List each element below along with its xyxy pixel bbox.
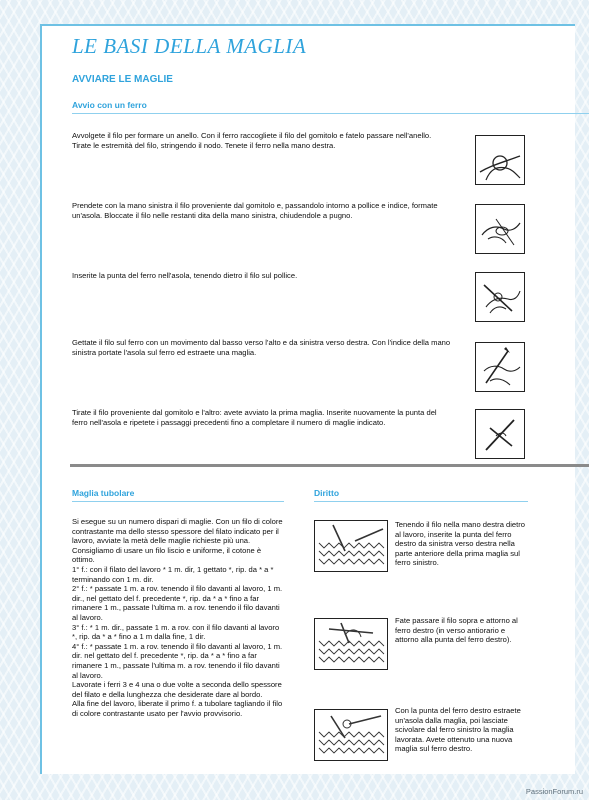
knit-step-text-2: Fate passare il filo sopra e attorno al ferro destro (in verso antiorario e attorno alla punta del ferro destro). (395, 616, 518, 645)
section-divider (70, 464, 589, 467)
page (40, 24, 575, 774)
knit-swatch-icon (314, 618, 388, 670)
knit-swatch-icon (314, 709, 388, 761)
step-text-2: Prendete con la mano sinistra il filo proveniente dal gomitolo e, passandolo intorno a pollice e indice, formate un'asola. Bloccate il filo nelle restanti dita della mano sinistra, chiudendole a pugno. (72, 201, 438, 220)
step-text-4: Gettate il filo sul ferro con un movimento dal basso verso l'alto e da sinistra verso destra. Con l'indice della mano sinistra portate l'asola sul ferro ed estraete una maglia. (72, 338, 451, 357)
tubular-paragraph: 4° f.: * passate 1 m. a rov. tenendo il filo davanti al lavoro, 1 m. dir. nel gettato del f. precedente *, rip. da * a * fino a far rimanere 1 m., passate l'ultima m. a rov. tenendo il filo davanti al lavoro. (72, 641, 283, 680)
tubular-paragraph: Si esegue su un numero dispari di maglie. Con un filo di colore contrastante ma dello stesso spessore del filato indicato per il lavoro, avviate la metà delle maglie richieste più una. Consigliamo di usare un filo liscio e uniforme, il cotone è ottimo. (72, 517, 283, 565)
knit-step-text-1: Tenendo il filo nella mano destra dietro al lavoro, inserite la punta del ferro destro da sinistra verso destra nella parte anteriore della prima maglia sul ferro sinistro. (395, 520, 526, 568)
tubular-paragraph: 2° f.: * passate 1 m. a rov. tenendo il filo davanti al lavoro, 1 m. dir., nel gettato del f. precedente *, rip. da * a * fino a far rimanere 1 m., passate l'ultima m. a rov. tenendo il filo davanti al lavoro. (72, 584, 283, 622)
tubular-paragraph: 1° f.: con il filato del lavoro * 1 m. dir, 1 gettato *, rip. da * a * terminando con 1 m. dir. (72, 564, 274, 584)
crossed-needles-icon (475, 409, 525, 459)
tubular-instructions (72, 517, 284, 718)
hand-loop-icon (475, 204, 525, 254)
step-text-5: Tirate il filo proveniente dal gomitolo e l'altro: avete avviato la prima maglia. Inserite nuovamente la punta del ferro nell'asola e ripetete i passaggi precedenti fino a completare il numero di maglie indicato. (72, 408, 437, 427)
wrap-yarn-icon (475, 342, 525, 392)
yarn-loop-icon (475, 135, 525, 185)
subsection-tubular: Maglia tubolare (72, 488, 284, 502)
tubular-paragraph: Alla fine del lavoro, liberate il primo f. a tubolare tagliando il filo di colore contrastante usato per l'avvio provvisorio. (72, 699, 283, 718)
subsection-cast-on: Avvio con un ferro (72, 100, 589, 114)
tubular-paragraph: 3° f.: * 1 m. dir., passate 1 m. a rov. con il filo davanti al lavoro *, rip. da * a * fino a 1 m dalla fine, 1 dir. (72, 622, 280, 642)
step-text-1: Avvolgete il filo per formare un anello. Con il ferro raccogliete il filo del gomitolo e fatelo passare nell'anello. Tirate le estremità del filo, stringendo il nodo. Tenete il ferro nella mano destra. (72, 131, 432, 150)
page-title: LE BASI DELLA MAGLIA (72, 34, 307, 58)
step-text-3: Inserite la punta del ferro nell'asola, tenendo dietro il filo sul pollice. (72, 271, 298, 280)
tubular-paragraph: Lavorate i ferri 3 e 4 una o due volte a seconda dello spessore del filato e della lunghezza che desiderate dare al bordo. (72, 680, 282, 699)
knit-swatch-icon (314, 520, 388, 572)
watermark: PassionForum.ru (525, 787, 583, 796)
section-title: AVVIARE LE MAGLIE (72, 74, 173, 85)
knit-step-text-3: Con la punta del ferro destro estraete un'asola dalla maglia, poi lasciate scivolare dal ferro sinistro la maglia lavorata. Avete ottenuto una nuova maglia sul ferro destro. (395, 706, 521, 754)
needle-insert-icon (475, 272, 525, 322)
subsection-knit: Diritto (314, 488, 528, 502)
